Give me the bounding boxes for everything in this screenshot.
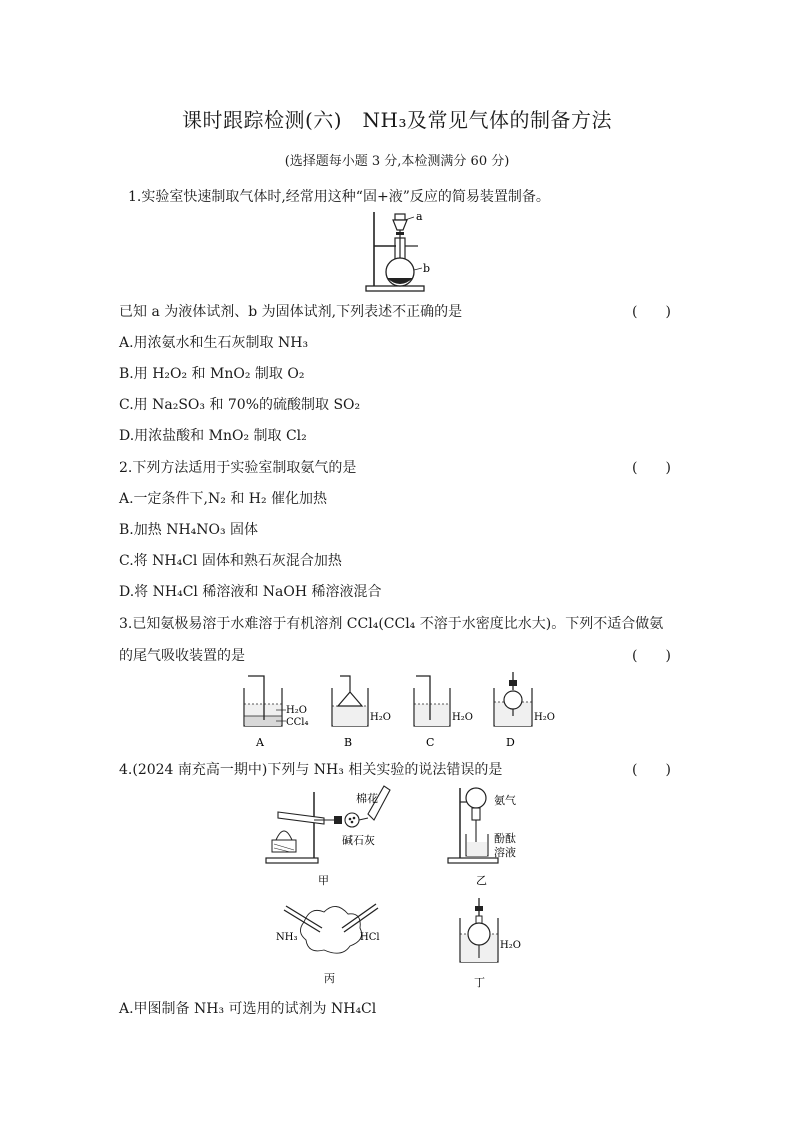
q4-figure-ding: [460, 898, 521, 989]
q1-option-a: A.用浓氨水和生石灰制取 NH₃: [119, 335, 309, 351]
q4-figure-bing: [276, 904, 380, 985]
q3-answer-paren: ( ): [632, 648, 671, 664]
q3-caption-c: C: [426, 736, 435, 749]
q2-stem: 2.下列方法适用于实验室制取氨气的是: [119, 460, 357, 476]
q3-label-c-h2o: H₂O: [452, 712, 473, 723]
q3-label-a-ccl4: CCl₄: [286, 717, 309, 728]
q3-caption-b: B: [344, 736, 353, 749]
q2-option-c: C.将 NH₄Cl 固体和熟石灰混合加热: [119, 553, 342, 569]
q3-absorption-figures: [236, 672, 566, 752]
q1-option-d: D.用浓盐酸和 MnO₂ 制取 Cl₂: [119, 428, 307, 444]
q1-option-b: B.用 H₂O₂ 和 MnO₂ 制取 O₂: [119, 366, 305, 382]
q3-setup-c: [414, 676, 473, 749]
q4-label-soda-lime: 碱石灰: [342, 834, 375, 847]
q4-label-phenolphthalein-1: 酚酞: [494, 832, 516, 845]
q3-stem-2: 的尾气吸收装置的是: [119, 648, 245, 664]
q4-label-cotton: 棉花: [356, 792, 378, 805]
q3-stem: 3.已知氨极易溶于水难溶于有机溶剂 CCl₄(CCl₄ 不溶于水密度比水大)。下列不适合做氨: [119, 616, 664, 632]
q3-setup-a: [244, 676, 309, 749]
q2-option-b: B.加热 NH₄NO₃ 固体: [119, 522, 259, 538]
q4-caption-yi: 乙: [476, 874, 487, 887]
q1-stem-2: 已知 a 为液体试剂、b 为固体试剂,下列表述不正确的是: [119, 304, 463, 320]
q3-label-d-h2o: H₂O: [534, 712, 555, 723]
q4-label-ammonia: 氨气: [494, 794, 516, 807]
q3-setup-b: [332, 676, 391, 749]
q4-figure-yi: [448, 788, 516, 887]
q4-label-phenolphthalein-2: 溶液: [494, 846, 516, 859]
page-title: 课时跟踪检测(六) NH₃及常见气体的制备方法: [181, 108, 613, 132]
q1-stem: 1.实验室快速制取气体时,经常用这种“固+液”反应的简易装置制备。: [128, 189, 550, 205]
q2-option-a: A.一定条件下,N₂ 和 H₂ 催化加热: [119, 491, 328, 507]
q1-label-a: a: [416, 210, 423, 223]
q2-answer-paren: ( ): [632, 460, 671, 476]
q4-figure-jia: [266, 786, 390, 887]
page-subtitle: (选择题每小题 3 分,本检测满分 60 分): [284, 154, 510, 169]
q1-label-b: b: [423, 262, 431, 275]
q4-stem: 4.(2024 南充高一期中)下列与 NH₃ 相关实验的说法错误的是: [119, 762, 503, 778]
q4-experiment-figures: [262, 782, 552, 992]
q4-caption-ding: 丁: [474, 976, 485, 989]
q4-label-hcl: HCl: [360, 932, 380, 943]
q3-caption-d: D: [506, 736, 515, 749]
q3-label-b-h2o: H₂O: [370, 712, 391, 723]
q3-caption-a: A: [256, 736, 264, 749]
q1-apparatus-figure: [360, 208, 440, 294]
q4-caption-jia: 甲: [318, 874, 329, 887]
q1-answer-paren: ( ): [632, 304, 671, 320]
q1-option-c: C.用 Na₂SO₃ 和 70%的硫酸制取 SO₂: [119, 397, 361, 413]
q3-label-a-h2o: H₂O: [286, 705, 307, 716]
q4-option-a: A.甲图制备 NH₃ 可选用的试剂为 NH₄Cl: [119, 1001, 377, 1017]
q4-label-h2o: H₂O: [500, 940, 521, 951]
q4-caption-bing: 丙: [324, 972, 335, 985]
q2-option-d: D.将 NH₄Cl 稀溶液和 NaOH 稀溶液混合: [119, 584, 382, 600]
q4-answer-paren: ( ): [632, 762, 671, 778]
q3-setup-d: [494, 672, 555, 749]
q4-label-nh3: NH₃: [276, 932, 298, 943]
